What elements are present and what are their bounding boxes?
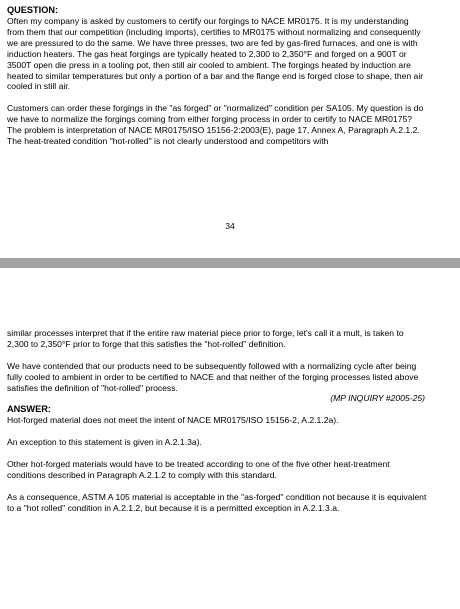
question-paragraph-2: Customers can order these forgings in the "as forged" or "normalized" condition per SA105. My question is do we have to normalize the forgings coming from either forging process in order to certify to NACE MR0175? The problem is interpretation of NACE MR0175/ISO 15156-2:2003(E), page 17, Annex A, Paragraph A.2.1.2. The heat-treated condition "hot-rolled" is not clearly understood and competitors with	[7, 103, 424, 146]
document-page-35	[0, 268, 460, 609]
answer-paragraph-4: As a consequence, ASTM A 105 material is acceptable in the "as-forged" condition not because it is equivalent to a "hot rolled" condition in A.2.1.2, but because it is a permitted exception in A.2.1.3.a.	[7, 491, 427, 513]
question-heading: QUESTION:	[7, 5, 59, 15]
answer-paragraph-1: Hot-forged material does not meet the intent of NACE MR0175/ISO 15156-2, A.2.1.2a).	[7, 415, 339, 426]
page-35-content	[7, 328, 427, 513]
question-paragraph-1: Often my company is asked by customers to certify our forgings to NACE MR0175. It is my understanding from them that our competition (including imports), certifies to MR0175 without normalizing and consequently we are pressured to do the same. We have three presses, two are fed by gas-fired furnaces, and one is with induction heaters. The gas heat forgings are typically heated to 2,300 to 2,350°F and forged on a 900T or 3500T open die press in a tooling pot, then still air cooled to ambient. The forgings heated by induction are heated to similar temperatures but only a portion of a bar and the flange end is forged close to shape, then air cooled in still air.	[7, 16, 424, 92]
page-34-content	[7, 5, 427, 147]
answer-paragraph-2: An exception to this statement is given in A.2.1.3a).	[7, 437, 202, 448]
answer-paragraph-3: Other hot-forged materials would have to be treated according to one of the five other heat-treatment conditions described in Paragraph A.2.1.2 to comply with this standard.	[7, 458, 390, 480]
page-number: 34	[225, 221, 235, 231]
question-continuation: similar processes interpret that if the entire raw material piece prior to forge, let's call it a mult, is taken to 2,300 to 2,350°F prior to forge that this satisfies the "hot-rolled" definition.	[7, 328, 404, 349]
page-separator	[0, 258, 460, 268]
inquiry-reference: (MP INQUIRY #2005-25)	[330, 393, 425, 404]
document-page-34	[0, 0, 460, 258]
answer-heading: ANSWER:	[7, 404, 51, 415]
question-paragraph-3: We have contended that our products need to be subsequently followed with a normalizing cycle after being fully cooled to ambient in order to be certified to NACE and that neither of the forging processes listed above satisfies the definition of "hot-rolled" process.	[7, 360, 419, 393]
